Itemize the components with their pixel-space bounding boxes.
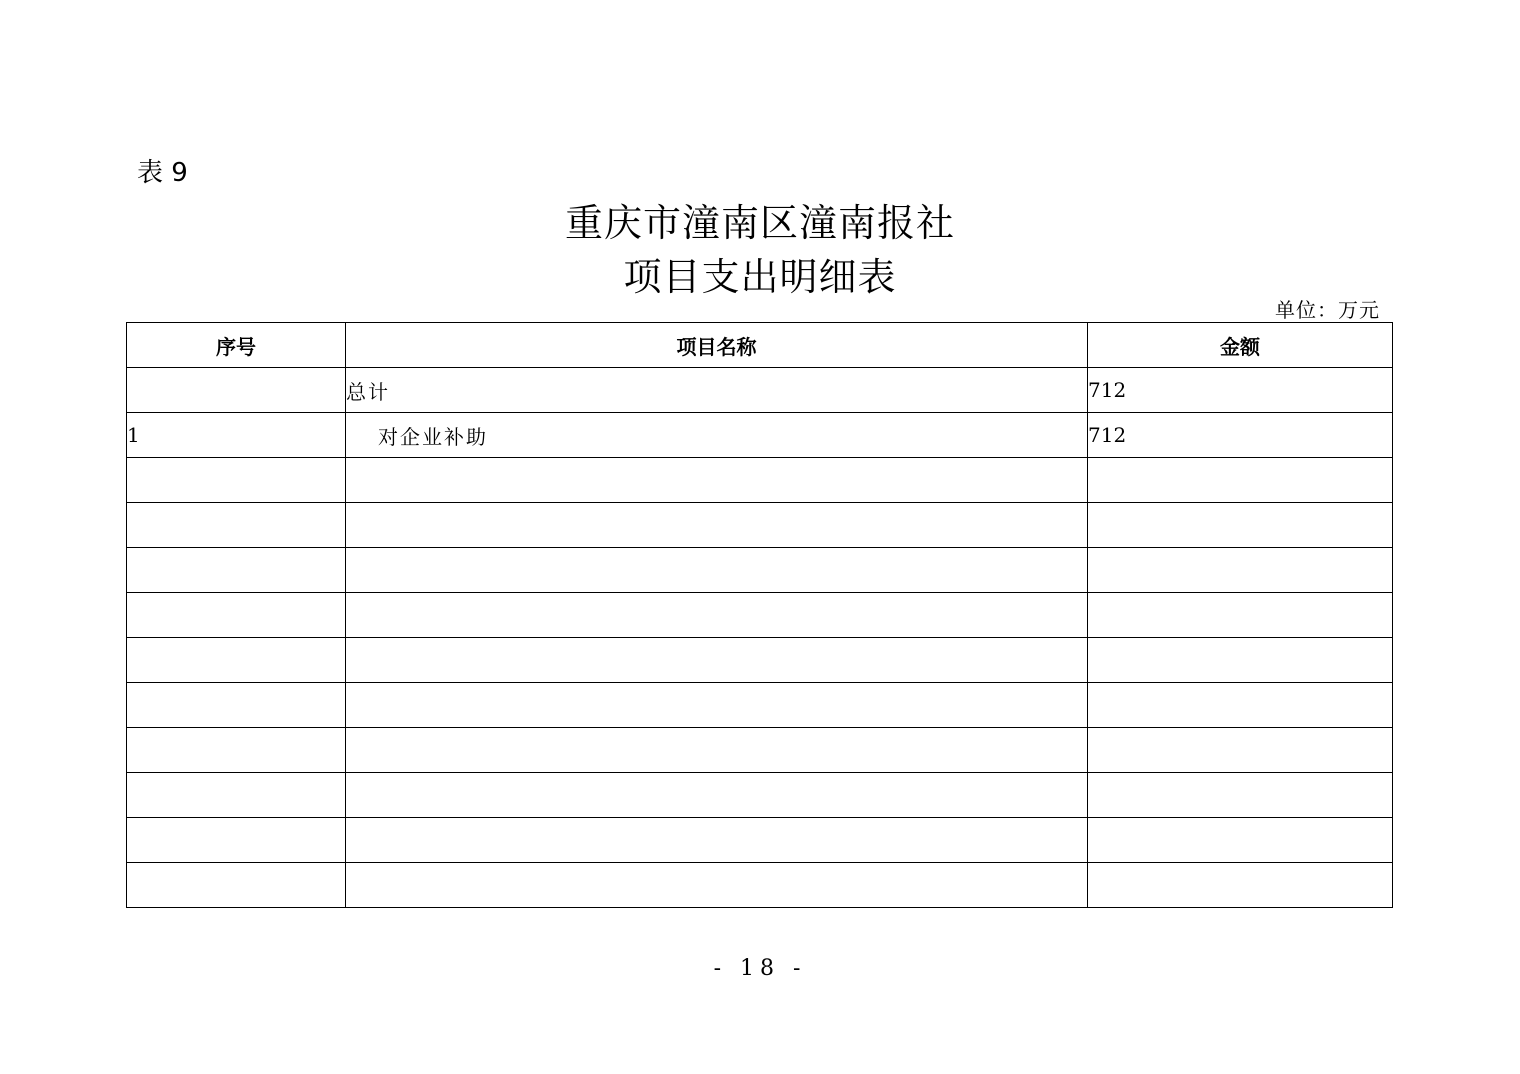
row-amount bbox=[1088, 683, 1393, 728]
table-row bbox=[127, 593, 1393, 638]
row-no bbox=[127, 548, 346, 593]
row-no bbox=[127, 638, 346, 683]
row-no bbox=[127, 863, 346, 908]
row-amount bbox=[1088, 503, 1393, 548]
row-amount bbox=[1088, 638, 1393, 683]
row-name bbox=[346, 593, 1088, 638]
row-amount: 712 bbox=[1088, 368, 1393, 413]
table-row bbox=[127, 548, 1393, 593]
row-name bbox=[346, 683, 1088, 728]
row-no bbox=[127, 773, 346, 818]
header-name: 项目名称 bbox=[346, 323, 1088, 368]
expenditure-table bbox=[126, 322, 1393, 908]
header-amount: 金额 bbox=[1088, 323, 1393, 368]
row-name bbox=[346, 503, 1088, 548]
row-name: 总计 bbox=[346, 368, 1088, 413]
row-no bbox=[127, 458, 346, 503]
row-amount bbox=[1088, 863, 1393, 908]
title-line-1: 重庆市潼南区潼南报社 bbox=[564, 201, 955, 245]
row-name bbox=[346, 458, 1088, 503]
row-name bbox=[346, 548, 1088, 593]
row-amount bbox=[1088, 458, 1393, 503]
table-row bbox=[127, 458, 1393, 503]
table-row bbox=[127, 503, 1393, 548]
table-row bbox=[127, 368, 1393, 413]
row-no bbox=[127, 593, 346, 638]
title-line-2: 项目支出明细表 bbox=[623, 255, 897, 299]
table-row bbox=[127, 728, 1393, 773]
unit-label: 单位：万元 bbox=[1275, 298, 1380, 322]
row-amount bbox=[1088, 773, 1393, 818]
row-amount: 712 bbox=[1088, 413, 1393, 458]
row-name bbox=[346, 818, 1088, 863]
table-row bbox=[127, 683, 1393, 728]
table-row bbox=[127, 773, 1393, 818]
page-number: - 18 - bbox=[713, 956, 807, 981]
table-header-row bbox=[127, 323, 1393, 368]
header-no: 序号 bbox=[127, 323, 346, 368]
table-label: 表 9 bbox=[137, 158, 188, 188]
row-name bbox=[346, 773, 1088, 818]
row-no bbox=[127, 683, 346, 728]
row-no bbox=[127, 503, 346, 548]
row-name: 对企业补助 bbox=[346, 413, 1088, 458]
row-amount bbox=[1088, 593, 1393, 638]
row-no bbox=[127, 728, 346, 773]
row-name bbox=[346, 638, 1088, 683]
row-no bbox=[127, 818, 346, 863]
table-row bbox=[127, 863, 1393, 908]
row-no: 1 bbox=[127, 413, 346, 458]
document-title bbox=[0, 196, 1520, 304]
table-row bbox=[127, 638, 1393, 683]
row-amount bbox=[1088, 818, 1393, 863]
row-no bbox=[127, 368, 346, 413]
table-row bbox=[127, 413, 1393, 458]
table-row bbox=[127, 818, 1393, 863]
row-name bbox=[346, 728, 1088, 773]
row-amount bbox=[1088, 728, 1393, 773]
row-amount bbox=[1088, 548, 1393, 593]
row-name bbox=[346, 863, 1088, 908]
